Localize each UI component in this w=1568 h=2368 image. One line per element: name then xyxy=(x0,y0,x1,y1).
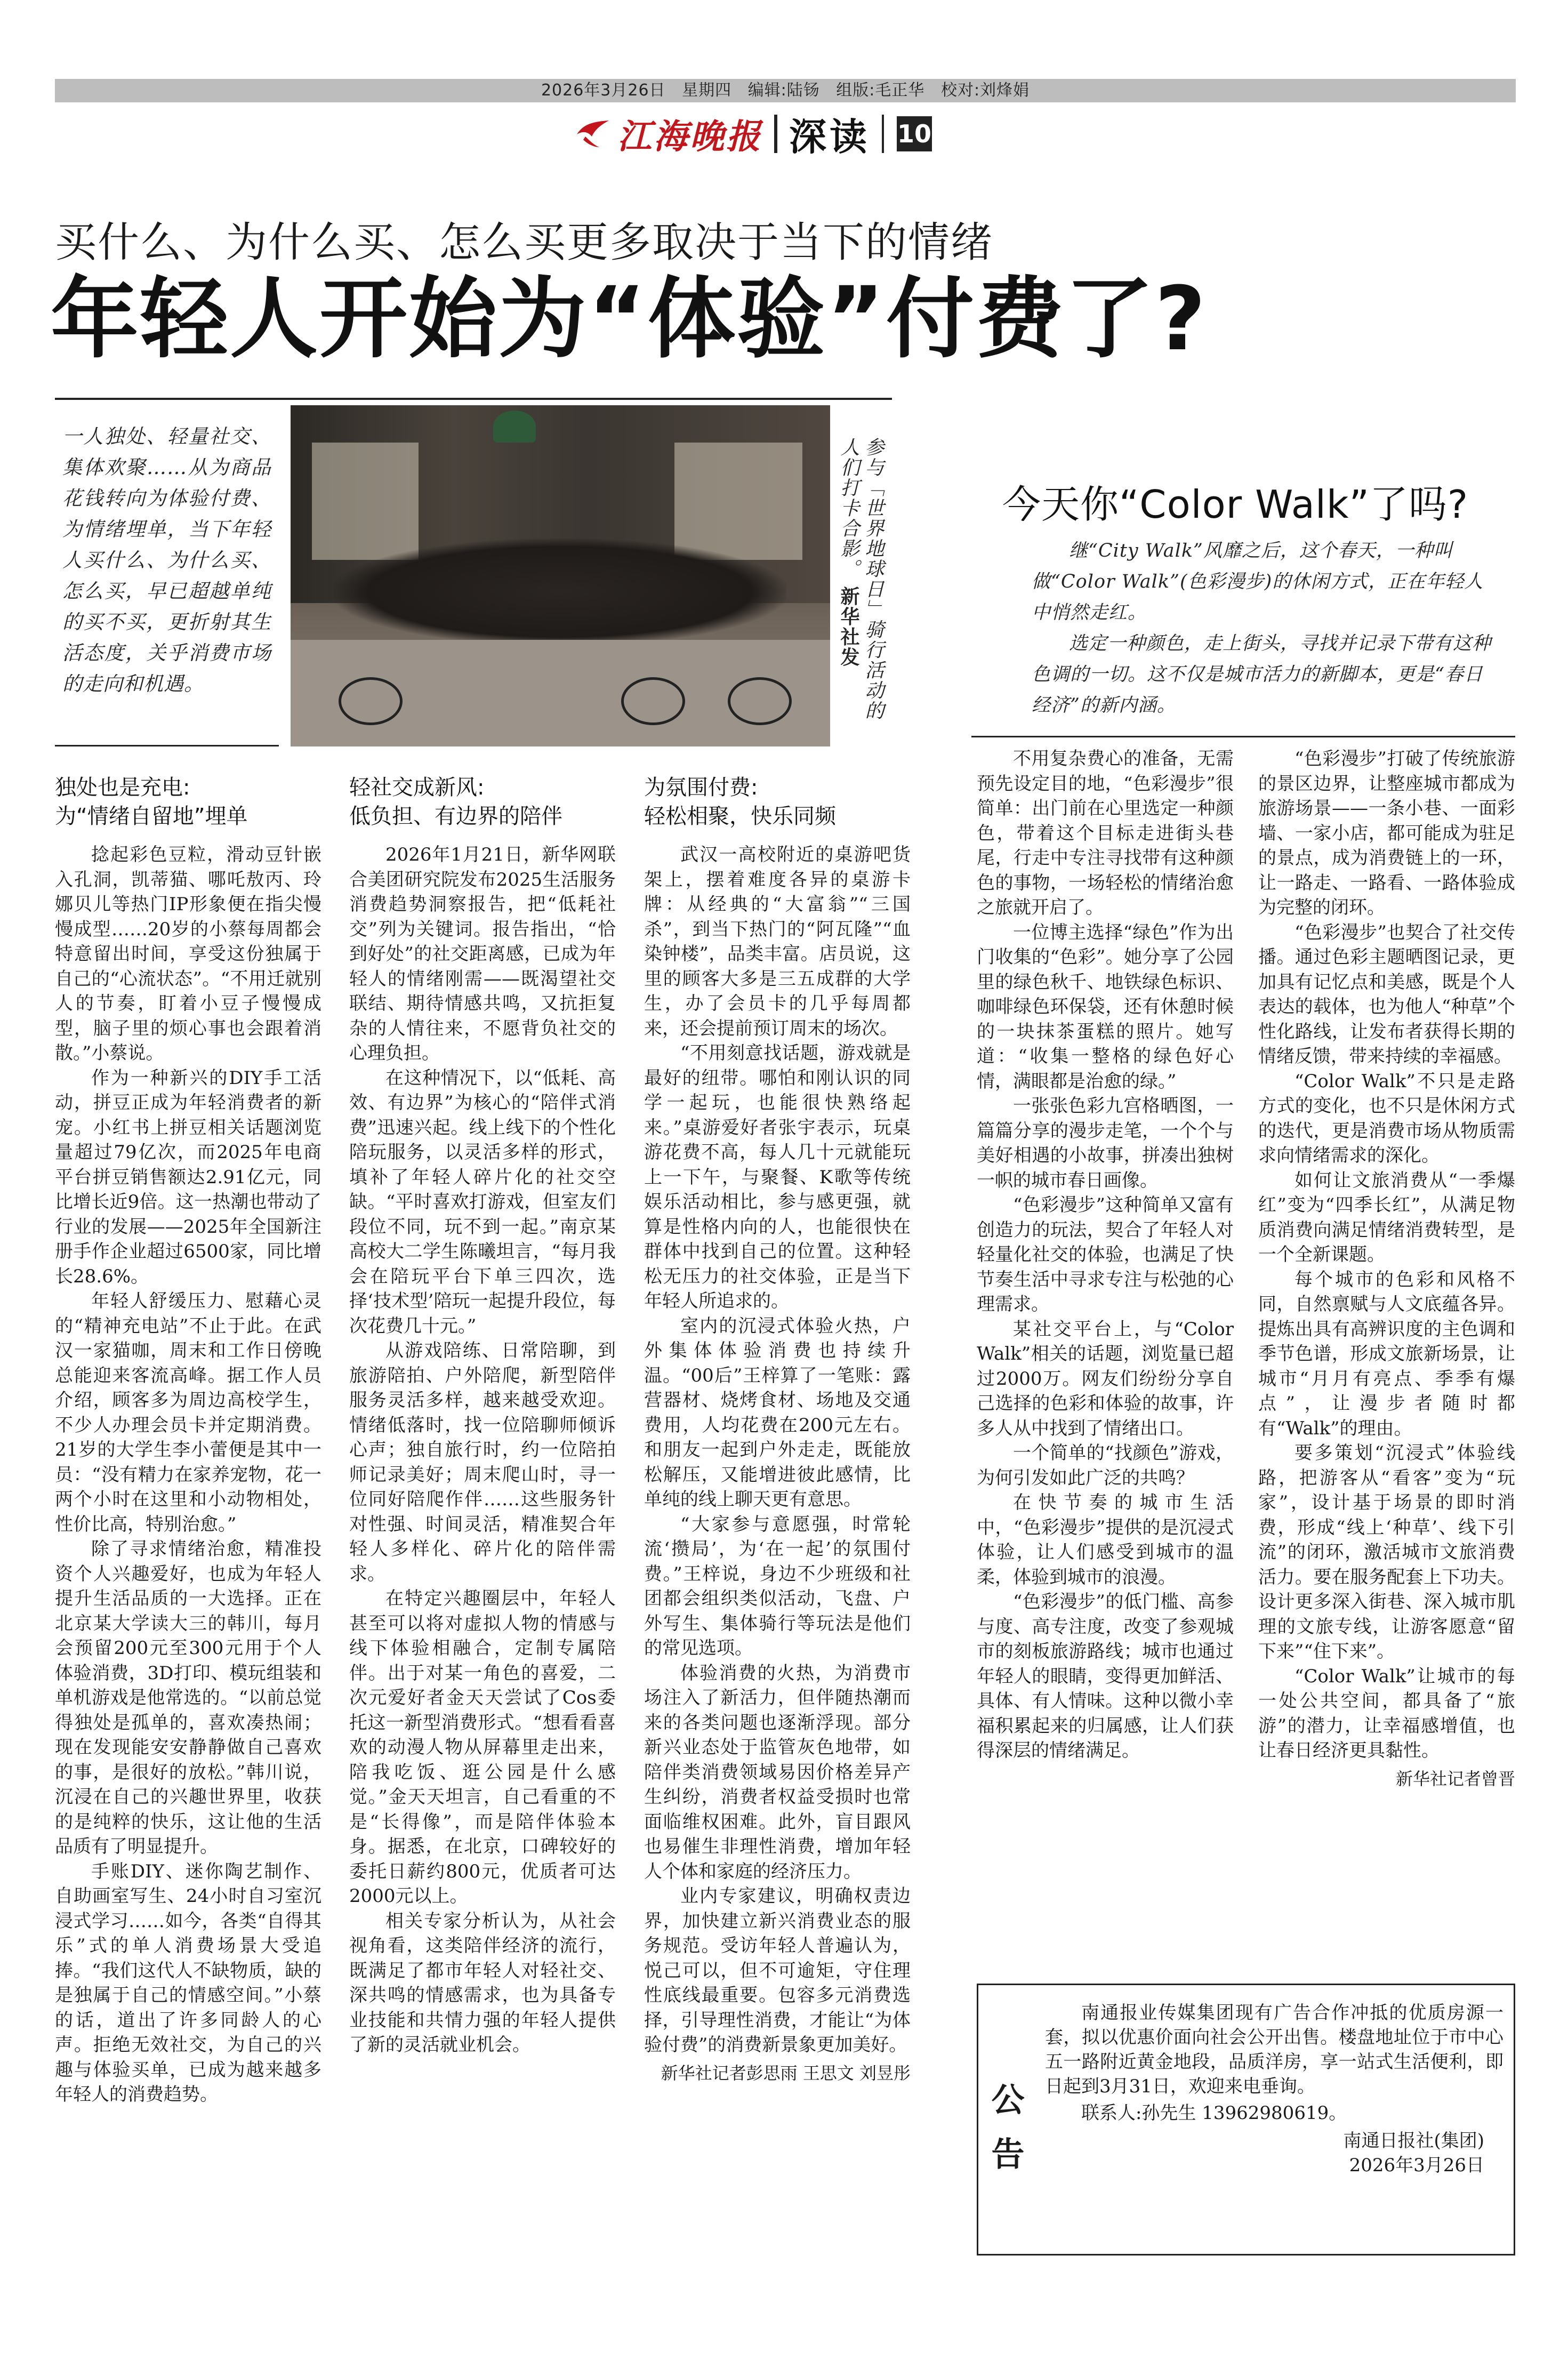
col3-paragraph: “大家参与意愿强，时常轮流‘攒局’，为‘在一起’的氛围付费。”王梓说，身边不少班级和社团都会组织类似活动，飞盘、户外写生、集体骑行等玩法是他们的常见选项。 xyxy=(644,1513,911,1659)
photo-bicycle xyxy=(621,677,685,725)
article-column-3 xyxy=(644,773,911,2266)
photo-bicycle xyxy=(339,677,403,725)
col1-heading xyxy=(55,773,321,831)
photo-bicycle xyxy=(728,677,792,725)
sidebar-column-b xyxy=(1258,746,1515,1973)
col3-paragraph: 体验消费的火热，为消费市场注入了新活力，但伴随热潮而来的各类问题也逐渐浮现。部分新兴业态处于监管灰色地带，如陪伴类消费领域易因价格差异产生纠纷，消费者权益受损时也常面临维权困难。此外，盲目跟风也易催生非理性消费，增加年轻人个体和家庭的经济压力。 xyxy=(644,1662,911,1882)
group-photo xyxy=(291,405,830,746)
photo-shop-sign xyxy=(493,411,536,443)
col1-heading-line1: 独处也是充电: xyxy=(55,775,190,800)
col2-paragraph: 2026年1月21日，新华网联合美团研究院发布2025生活服务消费趋势洞察报告，把“低耗社交”列为关键词。报告指出，“恰到好处”的社交距离感，已成为年轻人的情绪刚需——既渴望社交联结、期待情感共鸣，又抗拒复杂的人情往来，不愿背负社交的心理负担。 xyxy=(349,844,616,1064)
sidebar-byline: 新华社记者曾晋 xyxy=(1395,1768,1515,1789)
sidebar-column-a xyxy=(977,746,1234,1973)
col3-paragraph: “不用刻意找话题，游戏就是最好的纽带。哪怕和刚认识的同学一起玩，也能很快熟络起来。”桌游爱好者张宇表示，玩桌游花费不高，每人几十元就能玩上一下午，与聚餐、K歌等传统娱乐活动相比，参与感更强，就算是性格内向的人，也能很快在群体中找到自己的位置。这种轻松无压力的社交体验，正是当下年轻人所追求的。 xyxy=(644,1042,911,1312)
sidebar-paragraph: “Color Walk”不只是走路方式的变化，也不只是休闲方式的迭代，更是消费市场从物质需求向情绪需求的深化。 xyxy=(1258,1070,1515,1166)
col1-paragraph: 手账DIY、迷你陶艺制作、自助画室写生、24小时自习室沉浸式学习……如今，各类“自得其乐”式的单人消费场景大受追捧。“我们这代人不缺物质，缺的是独属于自己的情感空间。”小蔡的话，道出了许多同龄人的心声。拒绝无效社交，为自己的兴趣与体验买单，已成为越来越多年轻人的消费趋势。 xyxy=(55,1860,321,2105)
col2-paragraph: 在特定兴趣圈层中，年轻人甚至可以将对虚拟人物的情感与线下体验相融合，定制专属陪伴。出于对某一角色的喜爱，二次元爱好者金天天尝试了Cos委托这一新型消费形式。“想看看喜欢的动漫人物从屏幕里走出来，陪我吃饭、逛公园是什么感觉。”金天天坦言，自己看重的不是“长得像”，而是陪伴体验本身。据悉，在北京，口碑较好的委托日薪约800元，优质者可达2000元以上。 xyxy=(349,1588,616,1907)
main-headline: 年轻人开始为“体验”付费了? xyxy=(51,268,1208,370)
sidebar-paragraph: “色彩漫步”打破了传统旅游的景区边界，让整座城市都成为旅游场景——一条小巷、一面彩墙、一家小店，都可能成为驻足的景点，成为消费链上的一环，让一路走、一路看、一路体验成为完整的闭环。 xyxy=(1258,748,1515,918)
col1-paragraph: 年轻人舒缓压力、慰藉心灵的“精神充电站”不止于此。在武汉一家猫咖，周末和工作日傍晚总能迎来客流高峰。据工作人员介绍，顾客多为周边高校学生，不少人办理会员卡并定期消费。21岁的大学生李小蕾便是其中一员：“没有精力在家养宠物，花一两个小时在这里和小动物相处，性价比高，特别治愈。” xyxy=(55,1290,321,1535)
sidebar-paragraph: 某社交平台上，与“Color Walk”相关的话题，浏览量已超过2000万。网友们纷纷分享自己选择的色彩和体验的故事，许多人从中找到了情绪出口。 xyxy=(977,1318,1234,1439)
col3-heading-line1: 为氛围付费: xyxy=(644,775,758,800)
col2-paragraph: 相关专家分析认为，从社会视角看，这类陪伴经济的流行，既满足了都市年轻人对轻社交、深共鸣的情感需求，也为具备专业技能和共情力强的年轻人提供了新的灵活就业机会。 xyxy=(349,1910,616,2056)
sidebar-paragraph: “色彩漫步”也契合了社交传播。通过色彩主题晒图记录，更加具有记忆点和美感，既是个人表达的载体，也为他人“种草”个性化路线，让发布者获得长期的情绪反馈，带来持续的幸福感。 xyxy=(1258,921,1515,1067)
section-name: 深读 xyxy=(789,114,870,159)
col2-paragraph: 从游戏陪练、日常陪聊，到旅游陪拍、户外陪爬，新型陪伴服务灵活多样，越来越受欢迎。情绪低落时，找一位陪聊师倾诉心声；独自旅行时，约一位陪拍师记录美好；周末爬山时，寻一位同好陪爬作伴……这些服务针对性强、时间灵活，精准契合年轻人多样化、碎片化的陪伴需求。 xyxy=(349,1340,616,1585)
notice-signature: 南通日报社(集团) xyxy=(1343,2130,1484,2152)
col2-heading-line2: 低负担、有边界的陪伴 xyxy=(349,804,562,829)
sidebar-rule xyxy=(971,736,1515,737)
kicker-headline: 买什么、为什么买、怎么买更多取决于当下的情绪 xyxy=(55,219,994,267)
layout-credit: 组版:毛正华 xyxy=(836,81,925,100)
col1-paragraph: 除了寻求情绪治愈，精准投资个人兴趣爱好，也成为年轻人提升生活品质的一大选择。正在北京某大学读大三的韩川，每月会预留200元至300元用于个人体验消费，3D打印、模玩组装和单机游戏是他常选的。“以前总觉得独处是孤单的，喜欢凑热闹；现在发现能安安静静做自己喜欢的事，是很好的放松。”韩川说，沉浸在自己的兴趣世界里，收获的是纯粹的快乐，这让他的生活品质有了明显提升。 xyxy=(55,1538,321,1857)
photo-crowd xyxy=(333,539,786,645)
issue-weekday: 星期四 xyxy=(682,81,732,100)
col3-paragraph: 室内的沉浸式体验火热，户外集体体验消费也持续升温。“00后”王梓算了一笔账：露营器材、烧烤食材、场地及交通费用，人均花费在200元左右。和朋友一起到户外走走，既能放松解压，又能增进彼此感情，比单纯的线上聊天更有意思。 xyxy=(644,1315,911,1510)
notice-date: 2026年3月26日 xyxy=(1349,2155,1484,2176)
sidebar-title: 今天你“Color Walk”了吗? xyxy=(1002,482,1469,527)
notice-body xyxy=(1045,2001,1503,2178)
sidebar-paragraph: 如何让文旅消费从“一季爆红”变为“四季长红”，从满足物质消费向满足情绪消费转型，是一个全新课题。 xyxy=(1258,1169,1515,1265)
sidebar-paragraph: 一个简单的“找颜色”游戏，为何引发如此广泛的共鸣？ xyxy=(977,1442,1234,1489)
sidebar-lead-p2: 选定一种颜色，走上街头，寻找并记录下带有这种色调的一切。这不仅是城市活力的新脚本，更是“春日经济”的新内涵。 xyxy=(1032,633,1492,716)
sidebar-paragraph: “Color Walk”让城市的每一处公共空间，都具备了“旅游”的潜力，让幸福感增值，也让春日经济更具黏性。 xyxy=(1258,1665,1515,1761)
sidebar-paragraph: 在快节奏的城市生活中，“色彩漫步”提供的是沉浸式体验，让人们感受到城市的温柔，体验到城市的浪漫。 xyxy=(977,1492,1234,1588)
col3-heading-line2: 轻松相聚，快乐同频 xyxy=(644,804,836,829)
col2-heading xyxy=(349,773,616,831)
sidebar-paragraph: 要多策划“沉浸式”体验线路，把游客从“看客”变为“玩家”，设计基于场景的即时消费，形成“线上‘种草’、线下引流”的闭环，激活城市文旅消费活力。要在服务配套上下功夫。设计更多深入街巷、深入城市肌理的文旅专线，让游客愿意“留下来”“住下来”。 xyxy=(1258,1442,1515,1662)
notice-text: 南通报业传媒集团现有广告合作冲抵的优质房源一套，拟以优惠价面向社会公开出售。楼盘地址位于市中心五一路附近黄金地段，品质洋房，享一站式生活便利，即日起到3月31日，欢迎来电垂询。 xyxy=(1045,2002,1503,2097)
col2-heading-line1: 轻社交成新风: xyxy=(349,775,485,800)
col3-byline: 新华社记者彭思雨 王思文 刘昱彤 xyxy=(661,2062,911,2083)
col3-paragraph: 武汉一高校附近的桌游吧货架上，摆着难度各异的桌游卡牌：从经典的“大富翁”“三国杀”，到当下热门的“阿瓦隆”“血染钟楼”，品类丰富。店员说，这里的顾客大多是三五成群的大学生，办了会员卡的几乎每周都来，还会提前预订周末的场次。 xyxy=(644,844,911,1039)
bird-logo-icon xyxy=(576,118,611,149)
sidebar-lead xyxy=(1032,535,1501,721)
sidebar-paragraph: “色彩漫步”这种简单又富有创造力的玩法，契合了年轻人对轻量化社交的体验，也满足了快节奏生活中寻求专注与松弛的心理需求。 xyxy=(977,1194,1234,1315)
paper-name: 江海晚报 xyxy=(617,117,762,157)
sidebar-paragraph: 每个城市的色彩和风格不同，自然禀赋与人文底蕴各异。提炼出具有高辨识度的主色调和季节色谱，形成文旅新场景，让城市“月月有亮点、季季有爆点”，让漫步者随时都有“Walk”的理由。 xyxy=(1258,1269,1515,1439)
lead-box xyxy=(55,405,279,746)
col1-paragraph: 作为一种新兴的DIY手工活动，拼豆正成为年轻消费者的新宠。小红书上拼豆相关话题浏览量超过79亿次，而2025年电商平台拼豆销售额达2.91亿元，同比增长近9倍。这一热潮也带动了行业的发展——2025年全国新注册手作企业超过6500家，同比增长28.6%。 xyxy=(55,1067,321,1287)
sidebar-paragraph: “色彩漫步”的低门槛、高参与度、高专注度，改变了参观城市的刻板旅游路线；城市也通过年轻人的眼睛，变得更加鲜活、具体、有人情味。这种以微小幸福积累起来的归属感，让人们获得深层的情绪满足。 xyxy=(977,1591,1234,1761)
col3-heading xyxy=(644,773,911,831)
photo-caption xyxy=(837,437,885,736)
sidebar-paragraph: 一位博主选择“绿色”作为出门收集的“色彩”。她分享了公园里的绿色秋千、地铁绿色标识、咖啡绿色环保袋，还有休憩时候的一块抹茶蛋糕的照片。她写道：“收集一整格的绿色好心情，满眼都是治愈的绿。” xyxy=(977,921,1234,1092)
brand-divider-2 xyxy=(882,115,884,153)
col1-paragraph: 捻起彩色豆粒，滑动豆针嵌入孔洞，凯蒂猫、哪吒敖丙、玲娜贝儿等热门IP形象便在指尖慢慢成型……20岁的小蔡每周都会特意留出时间，享受这份独属于自己的“心流状态”。“不用迁就别人的节奏，盯着小豆子慢慢成型，脑子里的烦心事也会跟着消散。”小蔡说。 xyxy=(55,844,321,1064)
paper-brand xyxy=(576,110,932,158)
issue-date: 2026年3月26日 xyxy=(541,81,666,100)
col2-paragraph: 在这种情况下，以“低耗、高效、有边界”为核心的“陪伴式消费”迅速兴起。线上线下的个性化陪玩服务，以灵活多样的形式，填补了年轻人碎片化的社交空缺。“平时喜欢打游戏，但室友们段位不同，玩不到一起。”南京某高校大二学生陈曦坦言，“每月我会在陪玩平台下单三四次，选择‘技术型’陪玩一起提升段位，每次花费几十元。” xyxy=(349,1067,616,1337)
col3-paragraph: 业内专家建议，明确权责边界，加快建立新兴消费业态的服务规范。受访年轻人普遍认为，悦己可以，但不可逾矩，守住理性底线最重要。包容多元消费选择，引导理性消费，才能让“为体验付费”的消费新景象更加美好。 xyxy=(644,1885,911,2056)
page-number: 10 xyxy=(897,116,932,151)
section-rule xyxy=(55,398,892,400)
col1-heading-line2: 为“情绪自留地”埋单 xyxy=(55,804,248,829)
proof-credit: 校对:刘烽娟 xyxy=(940,81,1030,100)
photo-credit: 新华社发 xyxy=(838,586,859,668)
notice-contact: 联系人:孙先生 13962980619。 xyxy=(1081,2102,1347,2124)
sidebar-paragraph: 一张张色彩九宫格晒图，一篇篇分享的漫步走笔，一个个与美好相遇的小故事，拼凑出独树一帜的城市春日画像。 xyxy=(977,1095,1234,1191)
sidebar-lead-p1: 继“City Walk”风靡之后，这个春天，一种叫做“Color Walk”(色彩漫步)的休闲方式，正在年轻人中悄然走红。 xyxy=(1032,540,1484,623)
article-column-1 xyxy=(55,773,321,2266)
lead-paragraph: 一人独处、轻量社交、集体欢聚……从为商品花钱转向为体验付费、为情绪埋单，当下年轻人买什么、为什么买、怎么买，早已超越单纯的买不买，更折射其生活态度，关乎消费市场的走向和机遇。 xyxy=(62,425,271,695)
brand-divider xyxy=(774,115,777,153)
article-column-2 xyxy=(349,773,616,2266)
masthead-info-bar xyxy=(55,79,1516,102)
editor-credit: 编辑:陆钖 xyxy=(747,81,820,100)
sidebar-paragraph: 不用复杂费心的准备，无需预先设定目的地，“色彩漫步”很简单：出门前在心里选定一种颜色，带着这个目标走进街头巷尾，行走中专注寻找带有这种颜色的事物，一场轻松的情绪治愈之旅就开启了。 xyxy=(977,748,1234,918)
notice-label: 公告 xyxy=(986,2082,1025,2191)
photo-caption-text: 参与「世界地球日」骑行活动的人们打卡合影。 xyxy=(838,437,884,721)
